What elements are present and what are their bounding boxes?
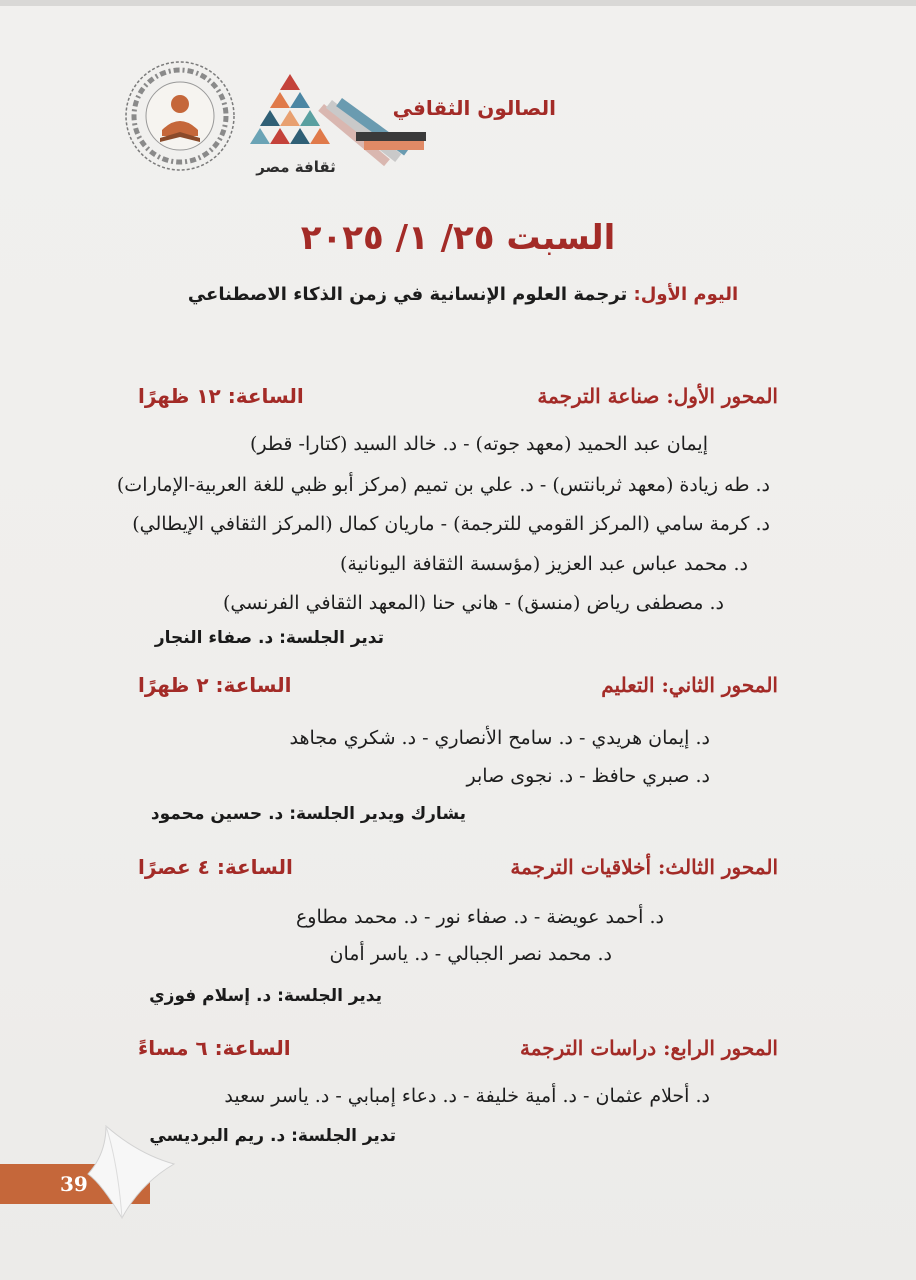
axis-2-header xyxy=(138,673,778,707)
axis-4-title: المحور الرابع: دراسات الترجمة xyxy=(519,1036,778,1060)
page-number: 39 xyxy=(60,1172,88,1196)
axis-3-title: المحور الثالث: أخلاقيات الترجمة xyxy=(510,855,778,879)
axis-3-line-1: د. أحمد عويضة - د. صفاء نور - د. محمد مطاوع xyxy=(295,906,664,928)
top-strip xyxy=(0,0,916,6)
axis-3-line-2: د. محمد نصر الجبالي - د. ياسر أمان xyxy=(329,943,612,965)
day-label: اليوم الأول: xyxy=(633,284,739,305)
axis-1-line-4: د. محمد عباس عبد العزيز (مؤسسة الثقافة اليونانية) xyxy=(339,553,748,575)
axis-2-line-2: د. صبري حافظ - د. نجوى صابر xyxy=(466,765,710,787)
axis-1-line-1: إيمان عبد الحميد (معهد جوته) - د. خالد السيد (كتارا- قطر) xyxy=(249,433,708,455)
axis-2-chair: يشارك ويدير الجلسة: د. حسين محمود xyxy=(150,804,466,824)
axis-2-line-1: د. إيمان هريدي - د. سامح الأنصاري - د. شكري مجاهد xyxy=(289,727,710,749)
date-title: السبت ٢٥/ ١/ ٢٠٢٥ xyxy=(300,218,616,258)
axis-3-time: الساعة: ٤ عصرًا xyxy=(138,855,293,879)
brand-title: الصالون الثقافي xyxy=(392,96,556,120)
axis-1-line-2: د. طه زيادة (معهد ثربانتس) - د. علي بن تميم (مركز أبو ظبي للغة العربية-الإمارات) xyxy=(116,474,770,496)
axis-3-chair: يدير الجلسة: د. إسلام فوزي xyxy=(149,986,382,1006)
axis-4-header xyxy=(138,1036,778,1070)
page-curl-graphic xyxy=(78,1124,178,1220)
brand-subtitle: ثقافة مصر xyxy=(256,158,336,176)
axis-4-chair: تدير الجلسة: د. ريم البرديسي xyxy=(149,1126,396,1146)
axis-1-line-5: د. مصطفى رياض (منسق) - هاني حنا (المعهد الثقافي الفرنسي) xyxy=(222,592,724,614)
axis-2-time: الساعة: ٢ ظهرًا xyxy=(138,673,292,697)
axis-4-line-1: د. أحلام عثمان - د. أمية خليفة - د. دعاء إمبابي - د. ياسر سعيد xyxy=(224,1085,710,1107)
axis-1-title: المحور الأول: صناعة الترجمة xyxy=(537,384,778,408)
axis-2-title: المحور الثاني: التعليم xyxy=(601,673,778,697)
axis-1-header xyxy=(138,384,778,418)
supreme-council-seal-logo xyxy=(124,60,236,172)
day-title: ترجمة العلوم الإنسانية في زمن الذكاء الاصطناعي xyxy=(187,284,634,305)
day-heading xyxy=(150,284,776,305)
axis-1-time: الساعة: ١٢ ظهرًا xyxy=(138,384,304,408)
axis-3-header xyxy=(138,855,778,889)
axis-4-time: الساعة: ٦ مساءً xyxy=(138,1036,291,1060)
axis-1-chair: تدير الجلسة: د. صفاء النجار xyxy=(154,628,384,648)
axis-1-line-3: د. كرمة سامي (المركز القومي للترجمة) - ماريان كمال (المركز الثقافي الإيطالي) xyxy=(132,513,770,535)
